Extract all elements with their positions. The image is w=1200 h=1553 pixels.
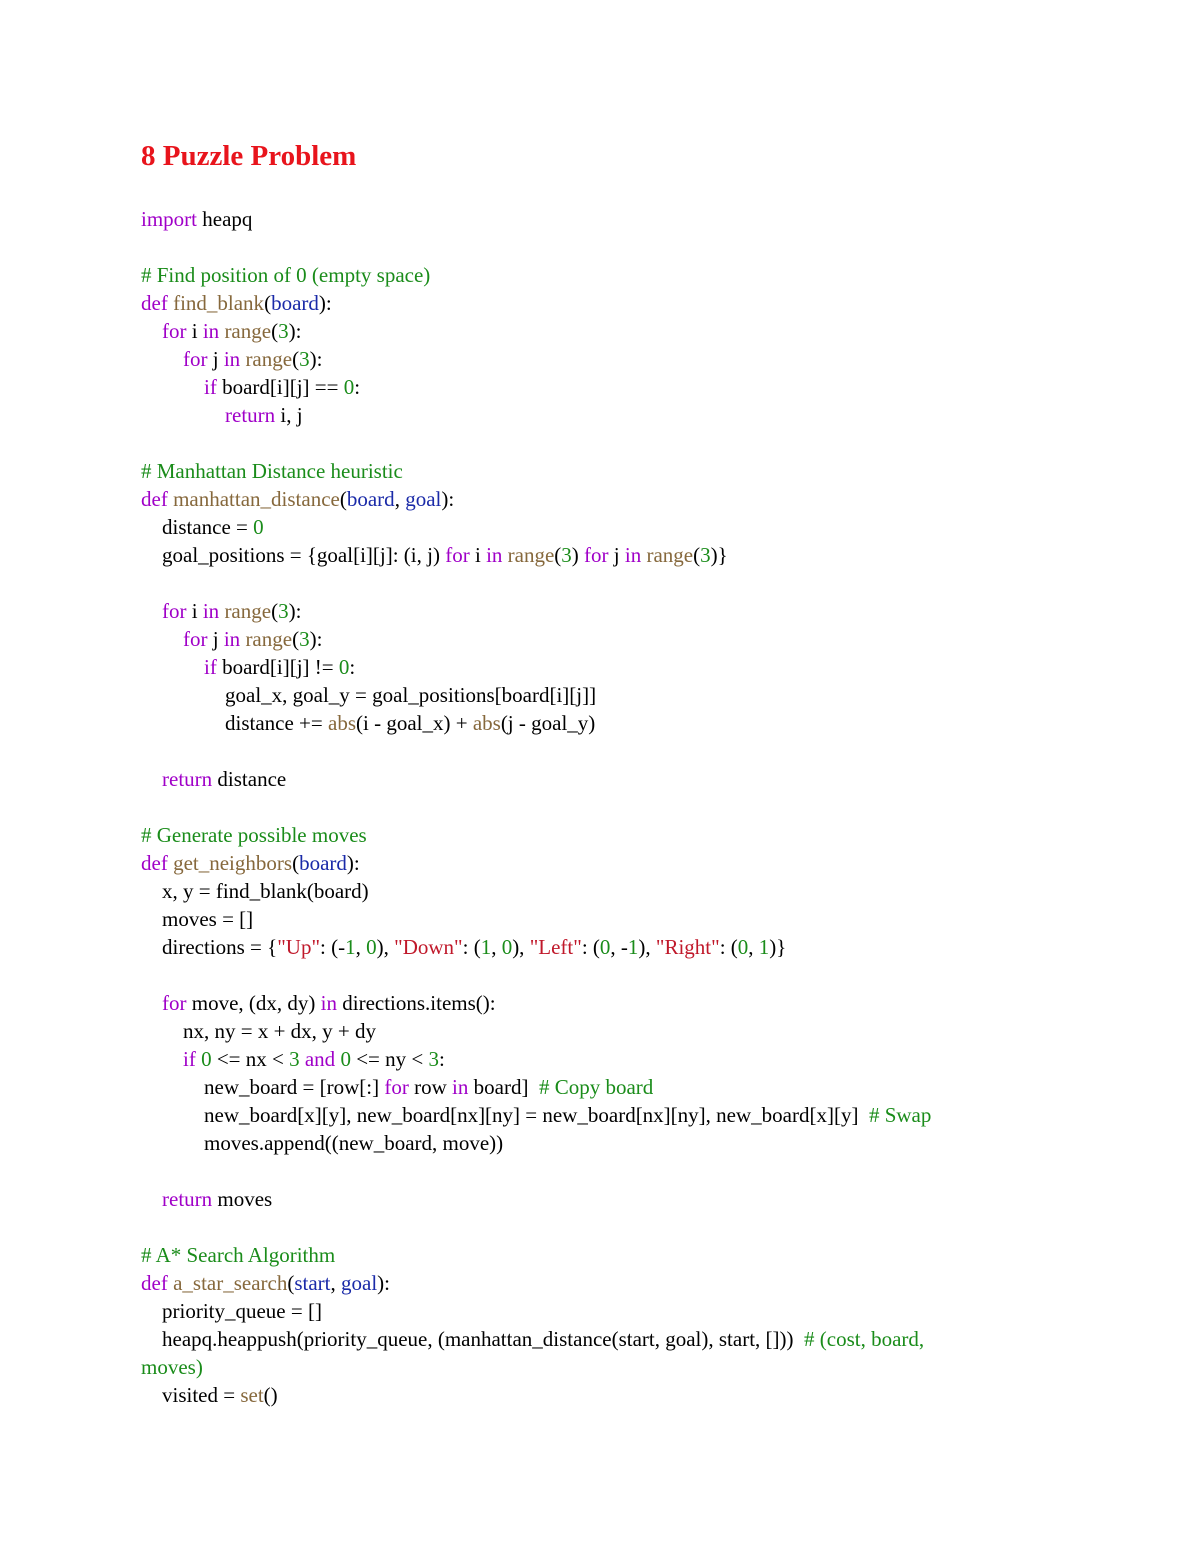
number-token: 0 [343, 375, 355, 399]
parameter-token: board [346, 487, 395, 511]
code-line [141, 485, 931, 513]
code-text: ): [346, 851, 360, 875]
keyword-token: for [162, 599, 187, 623]
code-text: move, (dx, dy) [186, 991, 321, 1015]
keyword-token: if [204, 655, 217, 679]
code-text: ): [309, 347, 323, 371]
keyword-token: def [141, 291, 168, 315]
function-token: get_neighbors [173, 851, 293, 875]
keyword-token: in [624, 543, 642, 567]
code-text: visited = [141, 1383, 241, 1407]
code-line [141, 765, 931, 793]
code-line [141, 205, 931, 233]
code-line [141, 989, 931, 1017]
code-text: distance [212, 767, 287, 791]
number-token: 0 [340, 1047, 351, 1071]
code-text [141, 655, 204, 679]
number-token: 0 [253, 515, 264, 539]
code-block [141, 205, 931, 1409]
function-token: range [245, 347, 293, 371]
code-text: : ( [581, 935, 600, 959]
code-text: distance += [141, 711, 328, 735]
code-line [141, 1017, 931, 1045]
keyword-token: def [141, 487, 168, 511]
code-text: row [408, 1075, 453, 1099]
code-text [141, 991, 162, 1015]
code-text: : [349, 655, 356, 679]
keyword-token: return [162, 767, 213, 791]
code-text: ): [309, 627, 323, 651]
code-text [141, 347, 183, 371]
keyword-token: in [486, 543, 503, 567]
code-text: , [491, 935, 502, 959]
function-token: abs [328, 711, 356, 735]
function-token: range [224, 319, 272, 343]
code-text: (j - goal_y) [500, 711, 596, 735]
code-text: j [207, 627, 224, 651]
code-text: , [394, 487, 406, 511]
code-line [141, 1073, 931, 1101]
code-text [141, 375, 204, 399]
blank-line [141, 1157, 931, 1185]
code-text: i [186, 319, 203, 343]
code-line [141, 345, 931, 373]
string-token: "Right" [655, 935, 720, 959]
code-text: ) [571, 543, 585, 567]
comment-token: # A* Search Algorithm [141, 1243, 336, 1267]
document-title: 8 Puzzle Problem [141, 140, 357, 172]
code-line [141, 1381, 931, 1409]
code-text: goal_x, goal_y = goal_positions[board[i][j]] [141, 683, 597, 707]
code-text: )} [710, 543, 728, 567]
string-token: "Up" [277, 935, 321, 959]
code-text: moves [212, 1187, 273, 1211]
number-token: 0 [338, 655, 350, 679]
code-text: ( [339, 487, 347, 511]
code-text: ): [441, 487, 455, 511]
code-text: , [330, 1271, 342, 1295]
code-text: , [748, 935, 759, 959]
number-token: 3 [299, 347, 310, 371]
keyword-token: in [223, 347, 241, 371]
function-token: range [646, 543, 694, 567]
parameter-token: goal [405, 487, 442, 511]
code-line [141, 1101, 931, 1129]
code-text: : ( [719, 935, 738, 959]
code-text [141, 627, 183, 651]
number-token: 0 [366, 935, 377, 959]
code-line [141, 905, 931, 933]
code-line [141, 373, 931, 401]
code-text: i, j [275, 403, 303, 427]
code-text: j [207, 347, 224, 371]
code-text: board[i][j] == [216, 375, 344, 399]
number-token: 3 [289, 1047, 300, 1071]
parameter-token: board [299, 851, 347, 875]
code-text: , [355, 935, 367, 959]
blank-line [141, 429, 931, 457]
code-line [141, 1325, 931, 1353]
code-text: : [354, 375, 361, 399]
code-text: )} [769, 935, 787, 959]
keyword-token: for [162, 319, 187, 343]
parameter-token: start [294, 1271, 331, 1295]
code-text: ), [376, 935, 395, 959]
number-token: 0 [599, 935, 611, 959]
string-token: "Left" [529, 935, 582, 959]
code-line [141, 457, 931, 485]
code-text: heapq.heappush(priority_queue, (manhattan_distance(start, goal), start, [])) [141, 1327, 805, 1351]
number-token: 3 [561, 543, 572, 567]
number-token: 1 [345, 935, 356, 959]
code-line [141, 849, 931, 877]
code-text: ): [288, 319, 302, 343]
keyword-token: for [183, 347, 208, 371]
code-text: ( [271, 599, 279, 623]
code-text: ( [264, 291, 272, 315]
code-text: nx, ny = x + dx, y + dy [141, 1019, 377, 1043]
parameter-token: board [271, 291, 319, 315]
code-text: : [438, 1047, 445, 1071]
code-text: directions.items(): [337, 991, 496, 1015]
keyword-token: for [162, 991, 187, 1015]
keyword-token: in [202, 319, 220, 343]
comment-token: # (cost, board, [804, 1327, 925, 1351]
code-line [141, 289, 931, 317]
code-text: j [608, 543, 625, 567]
code-text: moves.append((new_board, move)) [141, 1131, 504, 1155]
code-line [141, 317, 931, 345]
code-line [141, 541, 931, 569]
code-text [141, 599, 162, 623]
code-line [141, 513, 931, 541]
code-line [141, 709, 931, 737]
code-line [141, 821, 931, 849]
code-text: ): [288, 599, 302, 623]
code-text [141, 1187, 162, 1211]
keyword-token: in [202, 599, 220, 623]
keyword-token: if [183, 1047, 196, 1071]
code-line [141, 1185, 931, 1213]
blank-line [141, 793, 931, 821]
keyword-token: for [384, 1075, 409, 1099]
code-text: ( [287, 1271, 295, 1295]
code-text: ( [292, 627, 300, 651]
code-line [141, 933, 931, 961]
code-line [141, 1129, 931, 1157]
number-token: 0 [501, 935, 513, 959]
code-line [141, 681, 931, 709]
keyword-token: for [584, 543, 609, 567]
keyword-token: if [204, 375, 217, 399]
keyword-token: return [225, 403, 276, 427]
code-text: ( [292, 347, 300, 371]
keyword-token: for [183, 627, 208, 651]
code-text: ), [638, 935, 656, 959]
code-text: goal_positions = {goal[i][j]: (i, j) [141, 543, 446, 567]
code-line [141, 877, 931, 905]
code-text: heapq [197, 207, 253, 231]
code-text: <= ny < [350, 1047, 429, 1071]
code-text: () [263, 1383, 278, 1407]
code-line [141, 1241, 931, 1269]
number-token: 3 [428, 1047, 439, 1071]
keyword-token: def [141, 1271, 168, 1295]
code-line [141, 1269, 931, 1297]
number-token: 3 [299, 627, 310, 651]
code-line [141, 1045, 931, 1073]
function-token: range [224, 599, 272, 623]
keyword-token: and [304, 1047, 336, 1071]
code-line [141, 261, 931, 289]
code-text: , - [610, 935, 628, 959]
code-text: board[i][j] != [216, 655, 339, 679]
function-token: manhattan_distance [173, 487, 340, 511]
string-token: "Down" [394, 935, 463, 959]
code-text: new_board = [row[:] [141, 1075, 385, 1099]
code-text: : (- [320, 935, 346, 959]
function-token: find_blank [173, 291, 265, 315]
code-text: <= nx < [211, 1047, 290, 1071]
blank-line [141, 737, 931, 765]
code-text: (i - goal_x) + [356, 711, 473, 735]
code-text: ): [377, 1271, 390, 1295]
code-text: priority_queue = [] [141, 1299, 322, 1323]
blank-line [141, 1213, 931, 1241]
code-text: i [186, 599, 203, 623]
function-token: a_star_search [173, 1271, 288, 1295]
keyword-token: in [320, 991, 337, 1015]
code-line [141, 1353, 931, 1381]
code-text [141, 403, 225, 427]
comment-token: # Find position of 0 (empty space) [141, 263, 431, 287]
number-token: 3 [278, 599, 289, 623]
code-text [141, 767, 162, 791]
function-token: range [507, 543, 555, 567]
code-text: directions = { [141, 935, 278, 959]
code-text: board] [468, 1075, 539, 1099]
code-text: moves = [] [141, 907, 254, 931]
blank-line [141, 233, 931, 261]
code-text: ( [292, 851, 300, 875]
function-token: range [245, 627, 293, 651]
keyword-token: return [162, 1187, 213, 1211]
code-line [141, 625, 931, 653]
number-token: 3 [700, 543, 711, 567]
parameter-token: goal [341, 1271, 378, 1295]
blank-line [141, 961, 931, 989]
keyword-token: for [445, 543, 470, 567]
comment-token: # Copy board [538, 1075, 654, 1099]
code-text: ( [693, 543, 701, 567]
code-text [141, 319, 162, 343]
code-text: distance = [141, 515, 254, 539]
code-text: new_board[x][y], new_board[nx][ny] = new_board[nx][ny], new_board[x][y] [141, 1103, 869, 1127]
keyword-token: import [141, 207, 197, 231]
number-token: 1 [627, 935, 639, 959]
code-text [141, 1047, 183, 1071]
code-text: : ( [462, 935, 481, 959]
keyword-token: in [452, 1075, 469, 1099]
number-token: 0 [737, 935, 749, 959]
code-text: ), [512, 935, 530, 959]
number-token: 1 [758, 935, 770, 959]
code-line [141, 653, 931, 681]
number-token: 1 [480, 935, 492, 959]
number-token: 3 [278, 319, 289, 343]
function-token: abs [472, 711, 501, 735]
code-text: x, y = find_blank(board) [141, 879, 369, 903]
comment-token: # Swap [868, 1103, 932, 1127]
code-text: ( [554, 543, 562, 567]
code-line [141, 1297, 931, 1325]
comment-token: # Manhattan Distance heuristic [141, 459, 403, 483]
comment-token: moves) [141, 1355, 203, 1379]
number-token: 0 [201, 1047, 212, 1071]
keyword-token: def [141, 851, 168, 875]
comment-token: # Generate possible moves [141, 823, 367, 847]
keyword-token: in [223, 627, 241, 651]
code-line [141, 597, 931, 625]
code-text: i [469, 543, 487, 567]
function-token: set [240, 1383, 264, 1407]
code-line [141, 401, 931, 429]
blank-line [141, 569, 931, 597]
code-text: ( [271, 319, 279, 343]
code-text: ): [318, 291, 332, 315]
